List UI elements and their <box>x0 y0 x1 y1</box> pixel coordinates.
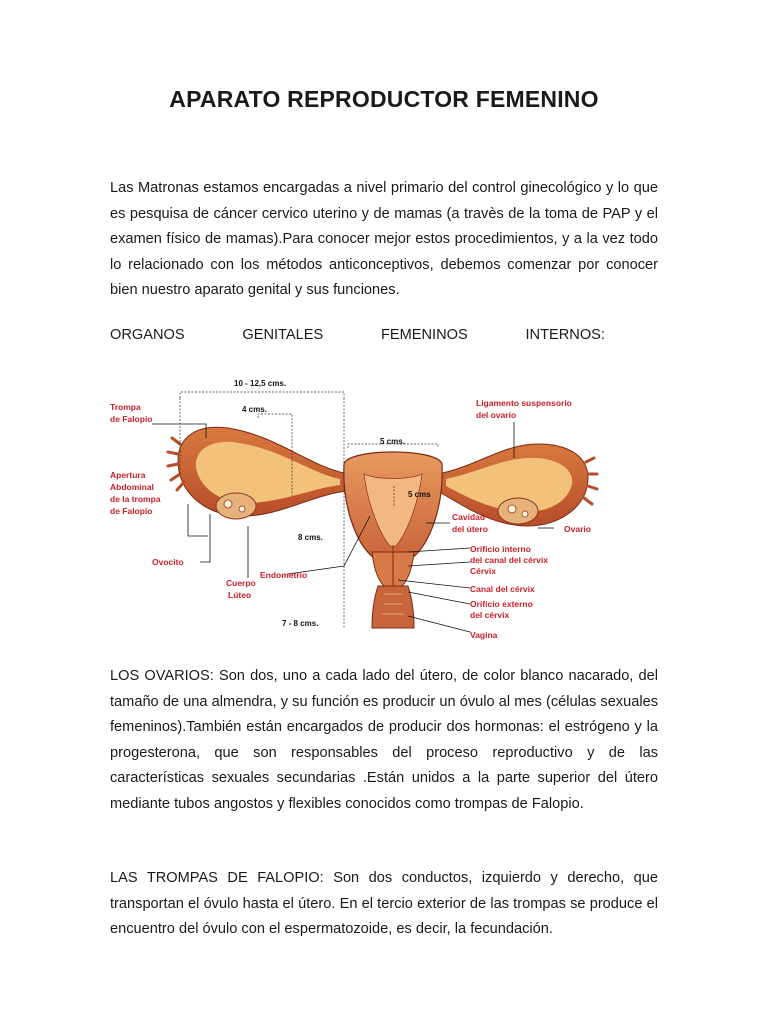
document-title: APARATO REPRODUCTOR FEMENINO <box>169 86 599 112</box>
right-ovary <box>498 498 538 524</box>
label-orificio-int-2: del canal del cérvix <box>470 555 548 565</box>
label-cavidad-1: Cavidad <box>452 512 486 522</box>
intro-paragraph: Las Matronas estamos encargadas a nivel primario del control ginecológico y lo que es pesquisa de cáncer cervico uterino y de mamas (a travès de la toma de PAP y el examen físico de mamas).Para conocer mejor estos procedimientos, y a la vez todo lo relacionado con los métodos anticonceptivos, debemos comenzar por conocer bien nuestro aparato genital y sus funciones. <box>110 180 658 299</box>
dim-uterus: 8 cms. <box>298 533 323 542</box>
label-trompa-1: Trompa <box>110 402 141 412</box>
section-heading <box>110 327 605 343</box>
dim-tube: 4 cms. <box>242 405 267 414</box>
label-orificio-ext-1: Orificio externo <box>470 599 533 609</box>
dim-cavity: 5 cms <box>408 490 431 499</box>
heading-word: GENITALES <box>242 327 324 343</box>
label-cavidad-2: del útero <box>452 524 488 534</box>
label-apertura-3: de la trompa <box>110 494 161 504</box>
label-orificio-ext-2: del cérvix <box>470 610 510 620</box>
label-canal: Canal del cérvix <box>470 584 535 594</box>
ovarios-paragraph: LOS OVARIOS: Son dos, uno a cada lado del útero, de color blanco nacarado, del tamaño de una almendra, y su función es producir un óvulo al mes (células sexuales femeninos).También están encargados de producir dos hormonas: el estrógeno y la progesterona, que son responsables del proceso reproductivo y de las características sexuales secundarias .Están unidos a la parte superior del útero mediante tubos angostos y flexibles conocidos como trompas de Falopio. <box>110 668 658 812</box>
heading-word: ORGANOS <box>110 327 185 343</box>
label-apertura-4: de Falopio <box>110 506 153 516</box>
left-ovary <box>216 493 256 519</box>
label-cuerpo-1: Cuerpo <box>226 578 256 588</box>
uterus-diagram <box>108 366 598 640</box>
label-trompa-2: de Falopio <box>110 414 153 424</box>
label-ligamento-2: del ovario <box>476 410 517 420</box>
label-apertura-1: Apertura <box>110 470 146 480</box>
label-ligamento-1: Ligamento suspensorio <box>476 398 572 408</box>
vagina <box>372 586 414 628</box>
label-endometrio: Endometrio <box>260 570 308 580</box>
label-cervix: Cérvix <box>470 566 496 576</box>
dim-total: 10 - 12,5 cms. <box>234 379 287 388</box>
heading-word: INTERNOS: <box>525 327 605 343</box>
dim-vagina: 7 - 8 cms. <box>282 619 319 628</box>
label-apertura-2: Abdominal <box>110 482 154 492</box>
label-orificio-int-1: Orificio interno <box>470 544 531 554</box>
label-ovocito: Ovocito <box>152 557 184 567</box>
trompas-paragraph: LAS TROMPAS DE FALOPIO: Son dos conductos, izquierdo y derecho, que transportan el óvulo hasta el útero. En el tercio exterior de las trompas se produce el encuentro del óvulo con el espermatozoide, es decir, la fecundación. <box>110 870 658 938</box>
label-cuerpo-2: Lúteo <box>228 590 252 600</box>
label-vagina: Vagina <box>470 630 498 640</box>
label-ovario: Ovario <box>564 524 591 534</box>
dim-fundus: 5 cms. <box>380 437 405 446</box>
heading-word: FEMENINOS <box>380 327 468 343</box>
